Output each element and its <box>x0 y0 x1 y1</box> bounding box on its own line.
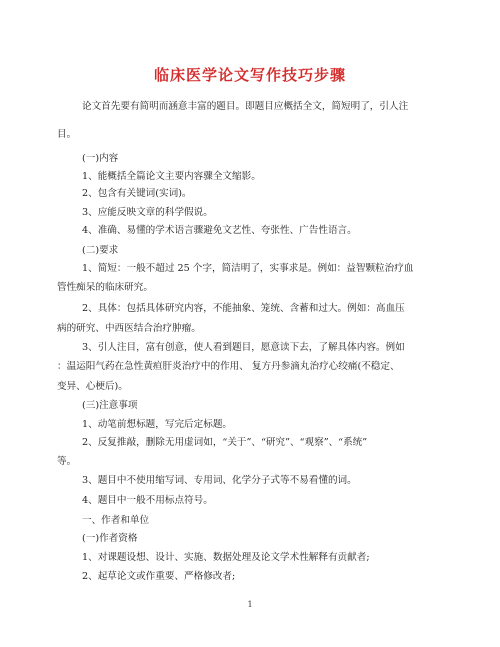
list-item: 2、起草论文或作重要、严格修改者; <box>82 571 236 582</box>
paragraph-line: 论文首先要有简明而涵意丰富的题目。即题目应概括全文，简短明了，引人注 <box>82 101 409 112</box>
list-item: 4、题目中一般不用标点符号。 <box>82 495 213 506</box>
list-item: 1、动笔前想标题，写完后定标题。 <box>82 419 233 430</box>
list-item: 4、准确、易懂的学术语言骤避免文艺性、夸张性、广告性语言。 <box>82 225 357 236</box>
page-title: 临床医学论文写作技巧步骤 <box>153 66 346 84</box>
section-heading: (一)内容 <box>82 153 119 164</box>
list-item: 1、对课题设想、设计、实施、数据处理及论文学术性解释有贡献者; <box>82 552 370 563</box>
list-item: 2、具体：包括具体研究内容，不能抽象、笼统、含蓄和过大。例如：高血压 <box>82 303 405 314</box>
section-heading: (二)要求 <box>82 245 119 256</box>
section-heading: 一、作者和单位 <box>82 515 150 526</box>
list-item: 变异、心梗后)。 <box>57 381 128 392</box>
list-item: 2、包含有关键词(实词)。 <box>82 188 192 199</box>
section-heading: (三)注意事项 <box>82 400 138 411</box>
list-item: 1、能概括全篇论文主要内容骤全文缩影。 <box>82 171 261 182</box>
list-item: 等。 <box>57 456 77 467</box>
list-item: ：温运阳气药在急性黄疸肝炎治疗中的作用、 复方丹参滴丸治疗心绞痛(不稳定、 <box>57 361 400 372</box>
page-number: 1 <box>247 600 253 609</box>
list-item: 管性痴呆的临床研究。 <box>57 282 153 293</box>
section-heading: (一)作者资格 <box>82 533 138 544</box>
list-item: 3、应能反映文章的科学假说。 <box>82 207 213 218</box>
list-item: 3、引人注目，富有创意，使人看到题目，愿意读下去，了解具体内容。例如 <box>82 342 405 353</box>
paragraph-line: 目。 <box>57 129 77 140</box>
list-item: 病的研究、中西医结合治疗肿瘤。 <box>57 323 201 334</box>
list-item: 3、题目中不使用缩写词、专用词、化学分子式等不易看懂的词。 <box>82 475 357 486</box>
list-item: 1、简短：一般不超过 25 个字，简洁明了，实事求是。例如：益智颗粒治疗血 <box>82 263 414 274</box>
list-item: 2、反复推敲，删除无用虚词如，“关于”、“研究”、“观察”、“系统” <box>82 437 368 448</box>
